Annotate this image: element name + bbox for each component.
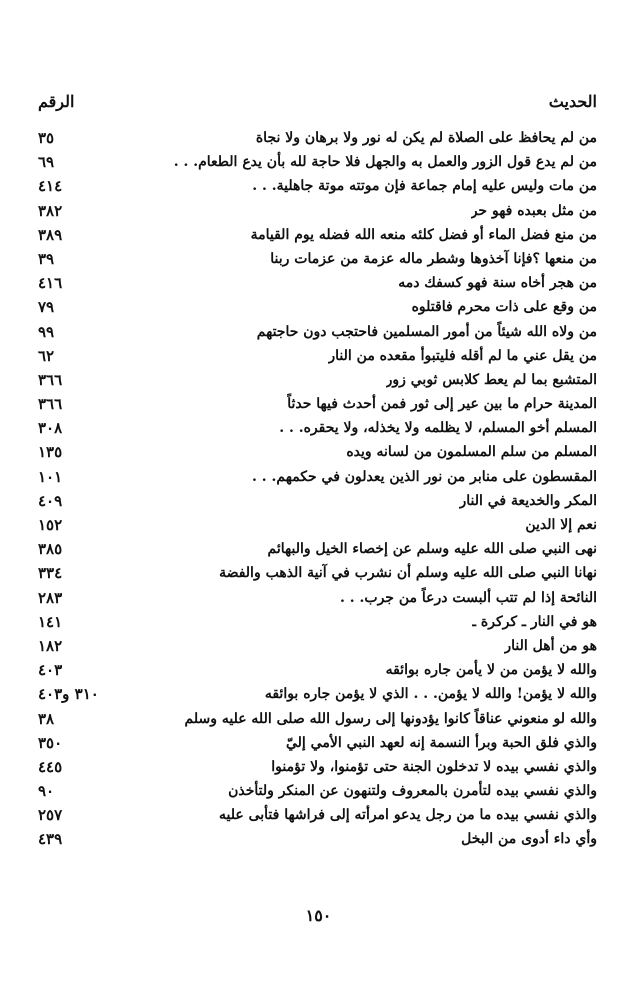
list-item	[38, 779, 597, 803]
hadith-text: من لم يحافظ على الصلاة لم يكن له نور ولا برهان ولا نجاة	[255, 130, 597, 146]
list-item	[38, 174, 597, 198]
reference-number: ٣٩	[38, 249, 55, 268]
hadith-text: نهانا النبي صلى الله عليه وسلم أن نشرب في آنية الذهب والفضة	[219, 565, 597, 582]
list-item	[38, 682, 597, 706]
number-column-heading: الرقم	[38, 92, 75, 111]
hadith-column-heading: الحديث	[548, 92, 597, 111]
reference-number: ٤٠٣	[38, 661, 63, 680]
hadith-text: والله لو منعوني عناقاً كانوا يؤدونها إلى رسول الله صلى الله عليه وسلم	[184, 710, 597, 727]
list-item	[38, 513, 597, 537]
hadith-text: والله لا يؤمن! والله لا يؤمن. . . الذي لا يؤمن جاره بوائقه	[264, 686, 597, 703]
reference-number: ٣٣٤	[38, 564, 63, 583]
hadith-text: والذي نفسي بيده لا تدخلون الجنة حتى تؤمنوا، ولا تؤمنوا	[271, 758, 597, 775]
reference-number: ٩٩	[38, 322, 55, 341]
reference-number: ١٨٢	[38, 636, 63, 655]
hadith-text: هو في النار ـ كركرة ـ	[471, 613, 597, 630]
reference-number: ٣٥٠	[38, 733, 63, 752]
reference-number: ٦٩	[38, 153, 55, 172]
hadith-index-list	[38, 126, 597, 852]
reference-number: ٣٨٥	[38, 540, 63, 559]
hadith-text: من هجر أخاه سنة فهو كسفك دمه	[398, 275, 597, 292]
list-item	[38, 803, 597, 827]
hadith-text: والذي فلق الحبة وبرأ النسمة إنه لعهد النبي الأمي إليّ	[285, 734, 597, 751]
reference-number: ٤١٤	[38, 177, 63, 196]
hadith-text: من لم يدع قول الزور والعمل به والجهل فلا حاجة لله بأن يدع الطعام. . .	[173, 154, 597, 171]
hadith-text: من منعها ؟فإنا آخذوها وشطر ماله عزمة من عزمات ربنا	[270, 250, 597, 267]
reference-number: ٣٨	[38, 709, 55, 728]
list-item	[38, 126, 597, 150]
reference-number: ٣١٠ و٤٠٣	[38, 685, 99, 704]
hadith-text: والله لا يؤمن من لا يأمن جاره بوائقه	[385, 662, 597, 679]
reference-number: ٣٥	[38, 129, 55, 147]
list-item	[38, 320, 597, 344]
reference-number: ٤٤٥	[38, 757, 63, 776]
reference-number: ٤٠٩	[38, 491, 63, 510]
hadith-text: من مثل بعبده فهو حر	[470, 202, 597, 219]
hadith-text: من مات وليس عليه إمام جماعة فإن موتته موتة جاهلية. . .	[252, 178, 597, 195]
hadith-text: المتشبع بما لم يعط كلابس ثوبي زور	[385, 371, 597, 388]
list-item	[38, 489, 597, 513]
reference-number: ١٠١	[38, 467, 63, 486]
table-header	[38, 92, 597, 116]
list-item	[38, 247, 597, 271]
hadith-text: من وقع على ذات محرم فاقتلوه	[411, 299, 597, 316]
list-item	[38, 416, 597, 440]
hadith-text: النائحة إذا لم تتب ألبست درعاً من جرب. . .	[340, 589, 597, 606]
reference-number: ٢٨٣	[38, 588, 63, 607]
reference-number: ٣٦٦	[38, 370, 63, 389]
reference-number: ١٣٥	[38, 443, 63, 462]
list-item	[38, 707, 597, 731]
list-item	[38, 610, 597, 634]
list-item	[38, 368, 597, 392]
list-item	[38, 392, 597, 416]
hadith-text: من ولاه الله شيئاً من أمور المسلمين فاحتجب دون حاجتهم	[256, 323, 597, 340]
list-item	[38, 731, 597, 755]
hadith-text: من يقل عني ما لم أقله فليتبوأ مقعده من النار	[328, 347, 597, 364]
hadith-text: المسلم من سلم المسلمون من لسانه ويده	[346, 444, 597, 461]
list-item	[38, 586, 597, 610]
list-item	[38, 658, 597, 682]
list-item	[38, 295, 597, 319]
hadith-text: نعم إلا الدين	[525, 517, 597, 533]
list-item	[38, 344, 597, 368]
reference-number: ٣٠٨	[38, 419, 63, 438]
list-item	[38, 150, 597, 174]
reference-number: ٣٦٦	[38, 395, 63, 414]
page-number: ١٥٠	[305, 906, 332, 925]
list-item	[38, 634, 597, 658]
list-item	[38, 827, 597, 851]
reference-number: ٤١٦	[38, 274, 63, 293]
hadith-text: والذي نفسي بيده لتأمرن بالمعروف ولتنهون عن المنكر ولتأخذن	[228, 783, 597, 800]
list-item	[38, 465, 597, 489]
reference-number: ٣٨٩	[38, 225, 63, 244]
reference-number: ١٤١	[38, 612, 63, 631]
hadith-text: والذي نفسي بيده ما من رجل يدعو امرأته إلى فراشها فتأبى عليه	[219, 807, 597, 824]
hadith-text: وأي داء أدوى من البخل	[461, 831, 597, 848]
list-item	[38, 271, 597, 295]
hadith-text: المدينة حرام ما بين عير إلى ثور فمن أحدث فيها حدثاً	[287, 396, 597, 413]
hadith-text: هو من أهل النار	[504, 637, 597, 654]
hadith-text: نهى النبي صلى الله عليه وسلم عن إخصاء الخيل والبهائم	[267, 541, 597, 558]
list-item	[38, 199, 597, 223]
hadith-text: المقسطون على منابر من نور الذين يعدلون في حكمهم. . .	[252, 468, 597, 485]
hadith-text: المكر والخديعة في النار	[459, 492, 597, 509]
reference-number: ٩٠	[38, 782, 55, 801]
reference-number: ٤٣٩	[38, 830, 63, 849]
list-item	[38, 755, 597, 779]
list-item	[38, 440, 597, 464]
hadith-text: المسلم أخو المسلم، لا يظلمه ولا يخذله، ولا يحقره. . .	[279, 420, 597, 437]
list-item	[38, 223, 597, 247]
reference-number: ٣٨٢	[38, 201, 63, 220]
list-item	[38, 561, 597, 585]
reference-number: ٦٢	[38, 346, 55, 365]
hadith-text: من منع فضل الماء أو فضل كلئه منعه الله فضله يوم القيامة	[250, 226, 597, 243]
list-item	[38, 537, 597, 561]
reference-number: ٢٥٧	[38, 806, 63, 825]
reference-number: ٧٩	[38, 298, 55, 317]
reference-number: ١٥٢	[38, 516, 63, 534]
